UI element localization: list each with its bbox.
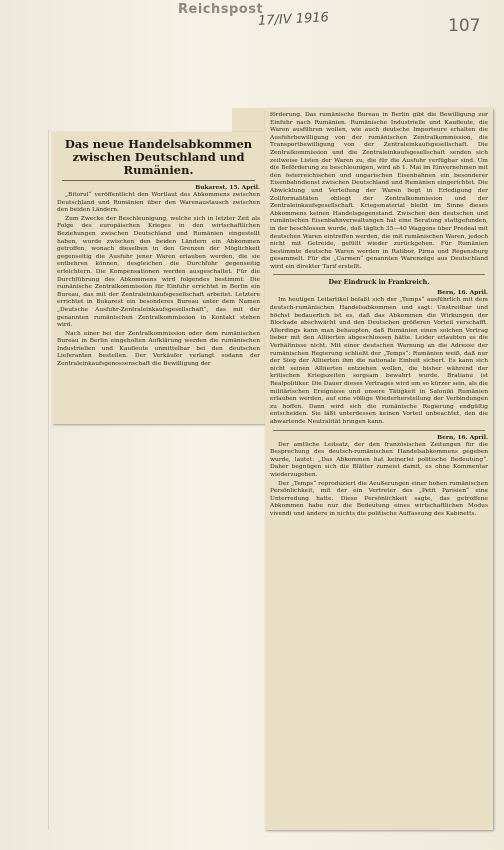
subhead-frankreich: Der Eindruck in Frankreich. xyxy=(328,278,430,287)
paragraph: Im heutigen Leitartikel befaßt sich der „Temps“ ausführlich mit dem deutsch-rumänischen Handelsabkommen und sagt: Unstreitbar und höchst bedauerlich ist es, daß das Abkommen die Wirkungen der Blockade abschwächt und den Deutschen größeren Vorteil verschafft. Allerdings kann man behaupten, daß Rumänien einen solchen Vertrag lieber mit den Alliierten abgeschlossen hätte. Leider erlaubten es die Verhältnisse nicht. Mit einer deutschen Warnung an die Adresse der rumänischen Regierung schließt der „Temps“: Rumänien weiß, daß nur der Sieg der Alliierten ihm die nationale Einheit sichert. Es kann sich nicht seinen Alliierten entziehen wollen, die bisher während der kritischen Kriegszeiten sorgsam bewahrt wurde. Bratianu ist Realpolitiker. Die Dauer dieses Vertrages wird um so kürzer sein, als die militärischen Ereignisse und unsere Tätigkeit in Saloniki Rumänien erlauben werden, auf eine völlige Wiederherstellung der Verbindungen zu hoffen. Dann wird sich die rumänische Regierung endgültig entscheiden. Sie läßt unterdessen keinen Vorteil unbeachtet, den die abwartende Neutralität bringen kann. xyxy=(270,297,488,425)
paragraph: Zum Zwecke der Beschleunigung, welche sich in letzter Zeit als Folge des europäischen Krieges in den wirtschaftlichen Beziehungen zwischen Deutschland und Rumänien eingestellt haben, wurde zwischen den beiden Ländern ein Abkommen getroffen, wonach dieselben in den Grenzen der Möglichkeit gegenseitig die Ausfuhr jener Waren erlauben werden, die sie entbehren können, desgleichen die Durchfuhr gegenseitig erleichtern. Die Kompensationen werden ausgeschaltet. Für die Durchführung des Abkommens wird folgendes bestimmt: Die rumänische Zentralkommission für Einfuhr errichtet in Berlin ein Bureau, das mit der Zentraleinkaufsgesellschaft arbeitet. Letztere errichtet in Bukarest ein besonderes Bureau unter dem Namen „Deutsche Ausfuhr-Zentraleinkaufsgesellschaft“, das mit der genannten rumänischen Zentralkommission in Kontakt stehen wird. xyxy=(57,215,260,329)
section-rule xyxy=(273,274,485,275)
paragraph: Der „Temps“ reproduziert die Aeußerungen einer hohen rumänischen Persönlichkeit, mit der ein Vertreter des „Petit Parisien“ eine Unterredung hatte. Diese Persönlichkeit sagte, das getroffene Abkommen habe nur die Bedeutung eines wirtschaftlichen Modus vivendi und ändere in nichts die politische Auffassung des Kabinetts. xyxy=(270,480,488,517)
clipping-left-column xyxy=(52,132,265,424)
handwritten-page-number: 107 xyxy=(448,16,481,36)
left-column-text xyxy=(57,192,260,369)
dateline-bukarest: Bukarest, 15. April. xyxy=(195,184,260,191)
paragraph: förderung. Das rumänische Bureau in Berlin gibt die Bewilligung zur Einfuhr nach Rumänien. Rumänische Industrielle und Kaufleute, die Waren ausführen wollen, wie auch deutsche Importeure erhalten die Ausfuhrbewilligung von der rumänischen Zentralkommission, die Transportbewilligung von der Zentraleinkaufsgesellschaft. Die Zentralkommission und die Zentraleinkaufsgesellschaft senden sich zeitweise Listen der Waren zu, die für die Ausfuhr verfügbar sind. Um die Beförderung zu beschleunigen, wird ab 1. Mai im Einvernehmen mit den österreichischen und ungarischen Eisenbahnen ein besonderer Eisenbahndienst zwischen Deutschland und Rumänien eingerichtet. Die Abwicklung und Verteilung der Waren liegt in Erledigung der Zollformalitäten obliegt der Zentralkommission und der Zentraleinkaufsgesellschaft. Kriegsmaterial bleibt im Sinne dieses Abkommens keinen Handelsgegenstand. Zwischen den deutschen und rumänischen Eisenbahnverwaltungen hat eine Beratung stattgefunden, in der beschlossen wurde, daß täglich 35—40 Waggons über Predeal mit deutschen Waren eintreffen werden, die mit rumänischen Waren, jedoch nicht mit Getreide, gefüllt wieder zurückgehen. Für Rumänien bestimmte deutsche Waren werden in Ratibor, Pirna und Regensburg gesammelt. Für die „Carmen“ genannten Warenzüge aus Deutschland wird ein direkter Tarif erstellt. xyxy=(270,112,488,270)
paragraph: Der amtliche Leitsatz, der den französischen Zeitungen für die Besprechung des deutsch-rumänischen Handelsabkommens gegeben wurde, lautet: „Das Abkommen hat keinerlei politische Bedeutung“. Daher begnügen sich die Blätter zumeist damit, es ohne Kommentar wiederzugeben. xyxy=(270,441,488,478)
article-headline: Das neue Handelsabkommen zwischen Deutschland und Rumänien. xyxy=(64,137,253,177)
paragraph: Nach einer bei der Zentralkommission oder dem rumänischen Bureau in Berlin eingeholten Aufklärung werden die rumänischen Industriellen und Kaufleute unmittelbar bei den deutschen Lieferanten bestellen. Der Verkäufer verlangt sodann der Zentraleinkaufsgenossenschaft die Bewilligung der xyxy=(57,330,260,368)
dateline-bern-2: Bern, 16. April. xyxy=(437,433,488,441)
newspaper-source-stamp: Reichspost xyxy=(178,2,264,17)
france-section-text xyxy=(270,297,488,426)
paragraph: „Bitorul“ veröffentlicht den Wortlaut des Abkommens zwischen Deutschland und Rumänien über den Warenaustausch zwischen den beiden Ländern. xyxy=(57,192,260,214)
sheet-fold-line xyxy=(48,130,49,830)
dateline-bern-1: Bern, 16. April. xyxy=(437,289,488,297)
handwritten-date: 17/IV 1916 xyxy=(257,10,330,29)
clipping-right-column xyxy=(265,108,493,830)
bern-section-text xyxy=(270,442,488,519)
section-rule xyxy=(273,430,485,431)
headline-rule xyxy=(62,180,255,181)
right-column-text xyxy=(270,112,488,271)
